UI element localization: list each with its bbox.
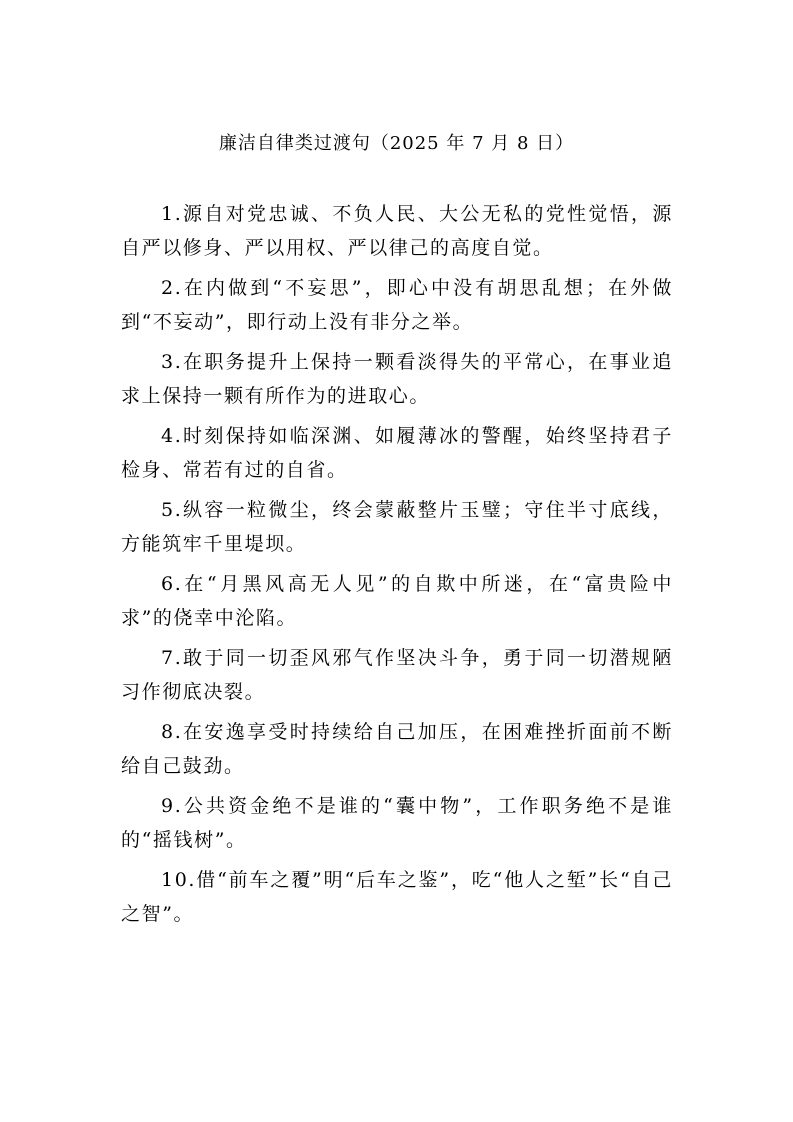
list-item: 8.在安逸享受时持续给自己加压，在困难挫折面前不断给自己鼓劲。 <box>121 721 673 777</box>
list-item: 1.源自对党忠诚、不负人民、大公无私的党性觉悟，源自严以修身、严以用权、严以律己的高度自觉。 <box>121 203 673 259</box>
list-item: 4.时刻保持如临深渊、如履薄冰的警醒，始终坚持君子检身、常若有过的自省。 <box>121 425 673 481</box>
list-item: 10.借“前车之覆”明“后车之鉴”，吃“他人之堑”长“自己之智”。 <box>121 869 673 925</box>
document-title: 廉洁自律类过渡句（2025 年 7 月 8 日） <box>218 133 575 154</box>
list-item: 5.纵容一粒微尘，终会蒙蔽整片玉璧；守住半寸底线，方能筑牢千里堤坝。 <box>121 499 673 555</box>
sentence-list <box>121 197 673 937</box>
list-item: 3.在职务提升上保持一颗看淡得失的平常心，在事业追求上保持一颗有所作为的进取心。 <box>121 351 673 407</box>
list-item: 9.公共资金绝不是谁的“囊中物”，工作职务绝不是谁的“摇钱树”。 <box>121 795 673 851</box>
list-item: 7.敢于同一切歪风邪气作坚决斗争，勇于同一切潜规陋习作彻底决裂。 <box>121 647 673 703</box>
list-item: 6.在“月黑风高无人见”的自欺中所迷，在“富贵险中求”的侥幸中沦陷。 <box>121 573 673 629</box>
list-item: 2.在内做到“不妄思”，即心中没有胡思乱想；在外做到“不妄动”，即行动上没有非分之举。 <box>121 277 673 333</box>
